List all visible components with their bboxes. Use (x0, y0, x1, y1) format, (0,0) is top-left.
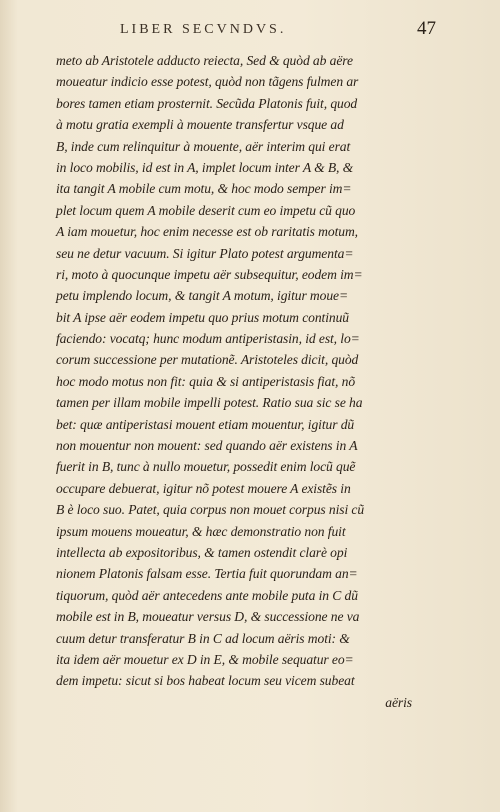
text-line: in loco mobilis, id est in A, implet locum inter A & B, & (56, 159, 354, 175)
text-line: à motu gratia exempli à mouente transfertur vsque ad (56, 117, 344, 133)
text-line: meto ab Aristotele adducto reiecta, Sed & quòd ab aëre (56, 53, 353, 68)
text-line: faciendo: vocatq; hunc modum antiperistasin, id est, lo= (56, 331, 360, 347)
text-line: petu implendo locum, & tangit A motum, igitur moue= (56, 288, 349, 304)
text-line: moueatur indicio esse potest, quòd non tãgens fulmen ar (56, 74, 359, 90)
text-line: ri, moto à quocunque impetu aër subsequitur, eodem im= (56, 266, 363, 282)
text-line: seu ne detur vacuum. Si igitur Plato potest argumenta= (56, 245, 354, 261)
text-line: A iam mouetur, hoc enim necesse est ob raritatis motum, (56, 224, 358, 240)
running-head: LIBER SECVNDVS. (120, 22, 287, 37)
text-line: B, inde cum relinquitur à mouente, aër interim qui erat (56, 138, 351, 154)
text-line: ita idem aër mouetur ex D in E, & mobile sequatur eo= (56, 651, 354, 667)
text-line: dem impetu: sicut si bos habeat locum seu vicem subeat (56, 673, 355, 689)
text-line: ita tangit A mobile cum motu, & hoc modo semper im= (56, 181, 352, 197)
text-line: corum successione per mutationẽ. Aristoteles dicit, quòd (56, 352, 359, 368)
text-line: B è loco suo. Patet, quia corpus non mouet corpus nisi cũ (56, 502, 365, 518)
text-line: nionem Platonis falsam esse. Tertia fuit quorundam an= (56, 566, 358, 582)
page-number: 47 (417, 18, 436, 39)
text-line: hoc modo motus non fit: quia & si antiperistasis fiat, nõ (56, 373, 356, 389)
page-header (20, 18, 480, 48)
text-line: bet: quæ antiperistasi mouent etiam mouentur, igitur dũ (56, 416, 355, 432)
text-line: cuum detur transferatur B in C ad locum aëris moti: & (56, 630, 350, 646)
text-line: tiquorum, quòd aër antecedens ante mobile puta in C dũ (56, 587, 358, 603)
text-line: ipsum mouens moueatur, & hæc demonstratio non fuit (56, 523, 346, 539)
text-line: tamen per illam mobile impelli potest. Ratio sua sic se ha (56, 395, 363, 411)
text-line: intellecta ab expositoribus, & tamen ostendit clarè opi (56, 544, 348, 560)
text-line: fuerit in B, tunc à nullo mouetur, possedit enim locũ quẽ (56, 459, 356, 475)
body-text (56, 50, 412, 713)
text-line: non mouentur non mouent: sed quando aër existens in A (56, 438, 358, 454)
text-line: mobile est in B, moueatur versus D, & successione ne va (56, 609, 360, 625)
text-line: bit A ipse aër eodem impetu quo prius motum continuũ (56, 309, 349, 325)
text-line: bores tamen etiam prosternit. Secũda Platonis fuit, quod (56, 95, 358, 111)
catchword: aëris (385, 694, 412, 710)
text-line: plet locum quem A mobile deserit cum eo impetu cũ quo (56, 202, 356, 218)
text-line: occupare debuerat, igitur nõ potest mouere A existẽs in (56, 480, 351, 496)
